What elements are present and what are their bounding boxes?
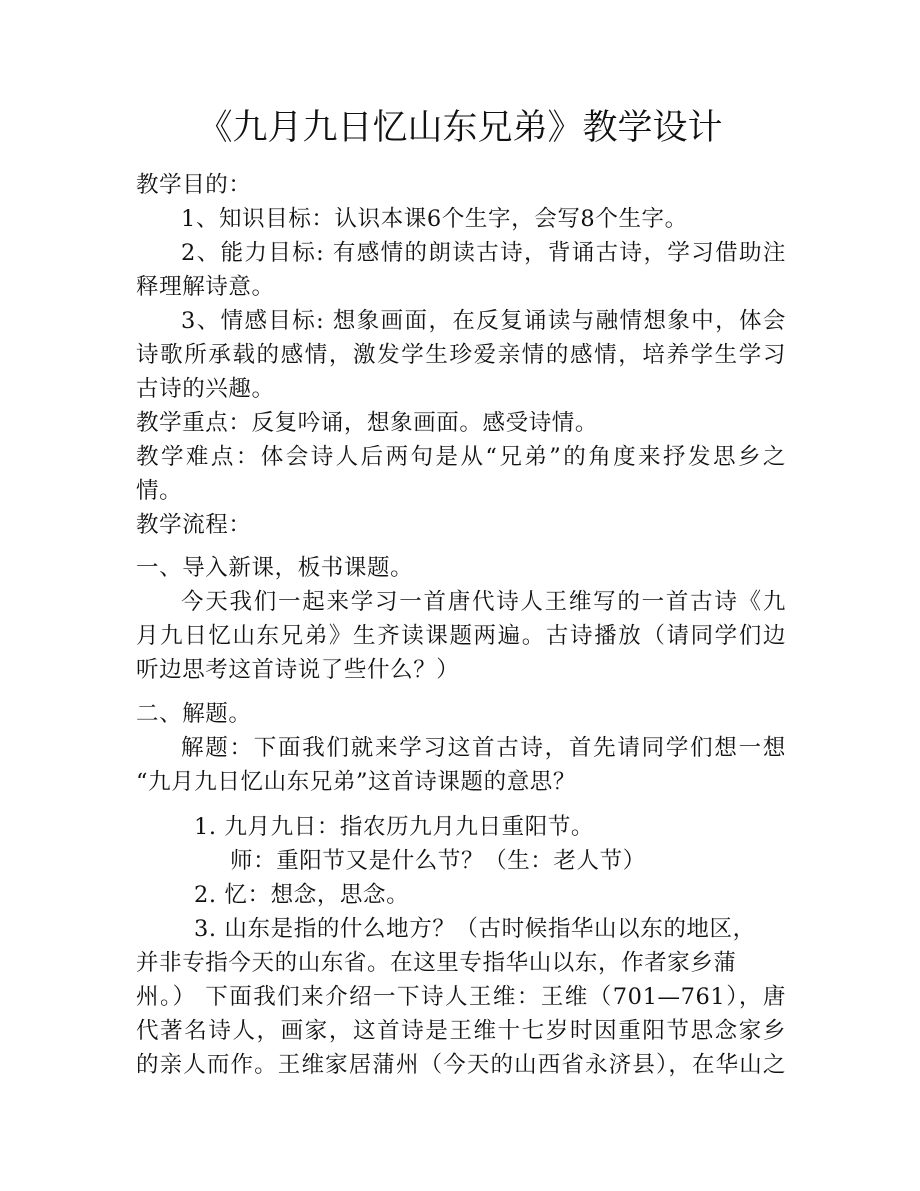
list-item-2: 2. 忆：想念，思念。 [194, 882, 410, 908]
objective-ability-line1: 2、能力目标: 有感情的朗读古诗，背诵古诗，学习借助注 [181, 240, 786, 266]
section1-line3: 听边思考这首诗说了些什么？） [136, 657, 460, 683]
objectives-heading: 教学目的： [136, 172, 252, 198]
section2-line6: 的亲人而作。王维家居蒲州（今天的山西省永济县），在华山之 [136, 1052, 786, 1078]
section2-line4: 州。） 下面我们来介绍一下诗人王维：王维（701—761），唐 [136, 984, 786, 1010]
section2-line2: “九月九日忆山东兄弟”这首诗课题的意思？ [136, 769, 577, 795]
section2-heading: 二、解题。 [136, 701, 252, 727]
section1-line2: 月九日忆山东兄弟》生齐读课题两遍。古诗播放（请同学们边 [136, 623, 786, 649]
objective-emotion-line3: 古诗的兴趣。 [136, 376, 275, 402]
objective-knowledge: 1、知识目标：认识本课6个生字，会写8个生字。 [181, 206, 688, 232]
section2-line3: 并非专指今天的山东省。在这里专指华山以东，作者家乡蒲 [136, 950, 737, 976]
section1-heading: 一、导入新课，板书课题。 [136, 555, 414, 581]
section2-line1: 解题：下面我们就来学习这首古诗，首先请同学们想一想 [181, 735, 786, 761]
key-point: 教学重点：反复吟诵，想象画面。感受诗情。 [136, 410, 599, 436]
list-item-1: 1. 九月九日：指农历九月九日重阳节。 [194, 814, 595, 840]
list-item-1-note: 师：重阳节又是什么节？（生：老人节） [230, 848, 646, 874]
objective-emotion-line2: 诗歌所承载的感情，激发学生珍爱亲情的感情，培养学生学习 [136, 342, 786, 368]
objective-ability-line2: 释理解诗意。 [136, 274, 275, 300]
section1-line1: 今天我们一起来学习一首唐代诗人王维写的一首古诗《九 [181, 589, 786, 615]
list-item-3: 3. 山东是指的什么地方？（古时候指华山以东的地区， [194, 916, 756, 942]
process-heading: 教学流程： [136, 512, 252, 538]
section2-line5: 代著名诗人，画家，这首诗是王维十七岁时因重阳节思念家乡 [136, 1018, 786, 1044]
document-title: 《九月九日忆山东兄弟》教学设计 [197, 108, 723, 148]
objective-emotion-line1: 3、情感目标: 想象画面，在反复诵读与融情想象中，体会 [181, 308, 786, 334]
difficulty-line1: 教学难点：体会诗人后两句是从“兄弟”的角度来抒发思乡之 [136, 444, 786, 470]
difficulty-line2: 情。 [136, 478, 183, 504]
